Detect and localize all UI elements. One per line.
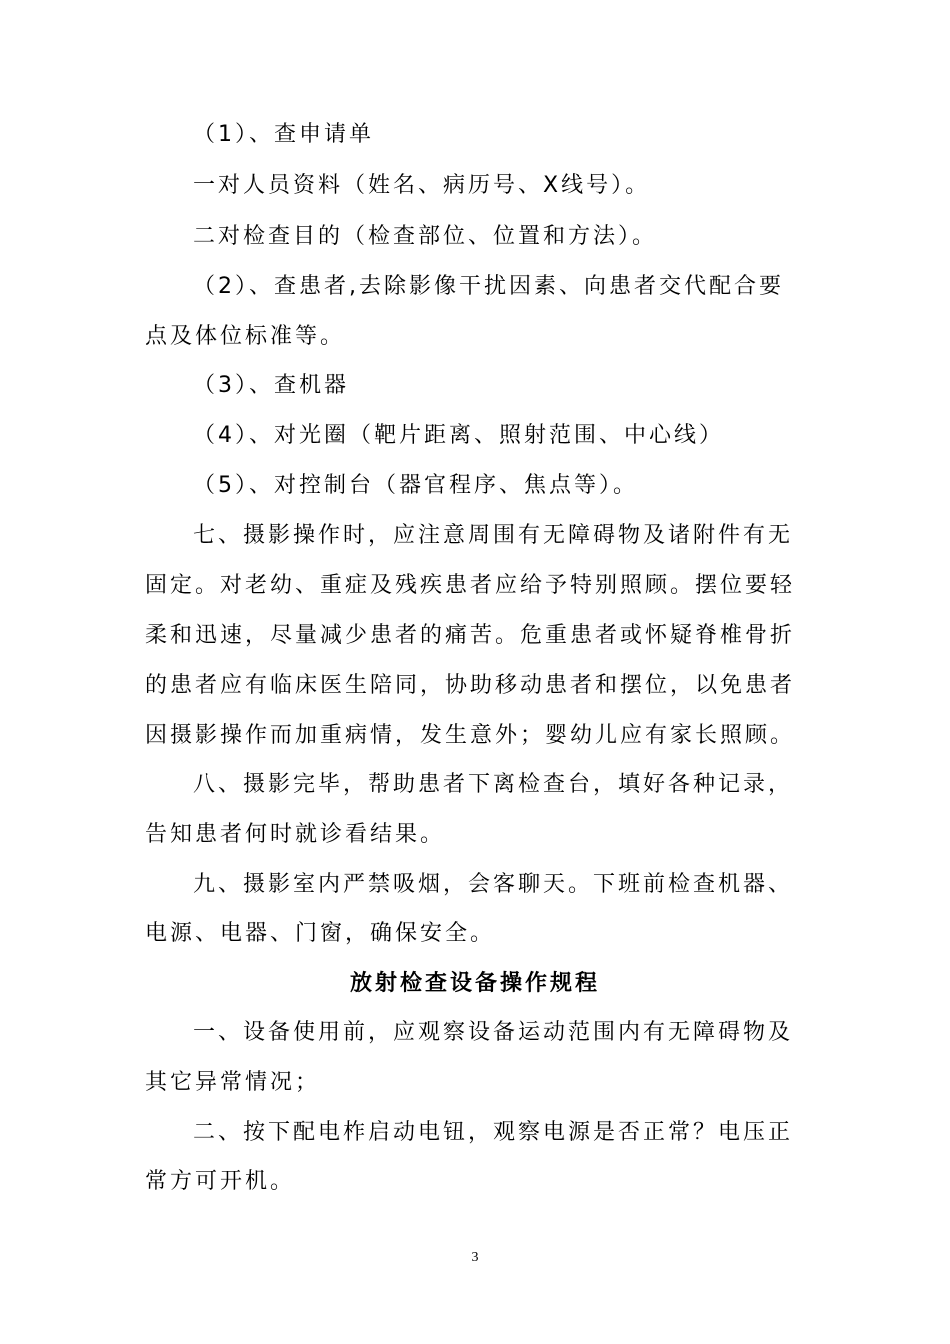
paragraph-line: 二、按下配电柞启动电钮，观察电源是否正常？电压正 [193,1120,794,1145]
paragraph-line: 柔和迅速，尽量减少患者的痛苦。危重患者或怀疑脊椎骨折 [145,623,796,648]
paragraph-line: （3）、查机器 [193,373,349,398]
paragraph-line: 九、摄影室内严禁吸烟，会客聊天。下班前检查机器、 [193,872,794,897]
paragraph-line: 的患者应有临床医生陪同，协助移动患者和摆位，以免患者 [145,673,796,698]
paragraph-line: 二对检查目的（检查部位、位置和方法）。 [193,224,658,249]
paragraph-line: 告知患者何时就诊看结果。 [145,822,446,847]
paragraph-line: （2）、查患者,去除影像干扰因素、向患者交代配合要 [193,274,784,299]
paragraph-line: 点及体位标准等。 [145,324,346,349]
paragraph-line: 一、设备使用前，应观察设备运动范围内有无障碍物及 [193,1020,794,1045]
page-number: 3 [471,1250,479,1265]
paragraph-line: 其它异常情况； [145,1070,321,1095]
section-heading: 放射检查设备操作规程 [349,971,600,996]
paragraph-line: 一对人员资料（姓名、病历号、X线号）。 [193,173,651,198]
paragraph-line: 电源、电器、门窗，确保安全。 [145,921,496,946]
paragraph-line: 八、摄影完毕，帮助患者下离检查台，填好各种记录， [193,772,794,797]
paragraph-line: 因摄影操作而加重病情，发生意外；婴幼儿应有家长照顾。 [145,723,796,748]
paragraph-line: （5）、对控制台（器官程序、焦点等）。 [193,473,638,498]
paragraph-line: （1）、查申请单 [193,122,374,147]
paragraph-line: 常方可开机。 [145,1169,296,1194]
paragraph-line: 七、摄影操作时，应注意周围有无障碍物及诸附件有无 [193,523,794,548]
paragraph-line: （4）、对光圈（靶片距离、照射范围、中心线） [193,423,724,448]
paragraph-line: 固定。对老幼、重症及残疾患者应给予特别照顾。摆位要轻 [145,573,796,598]
